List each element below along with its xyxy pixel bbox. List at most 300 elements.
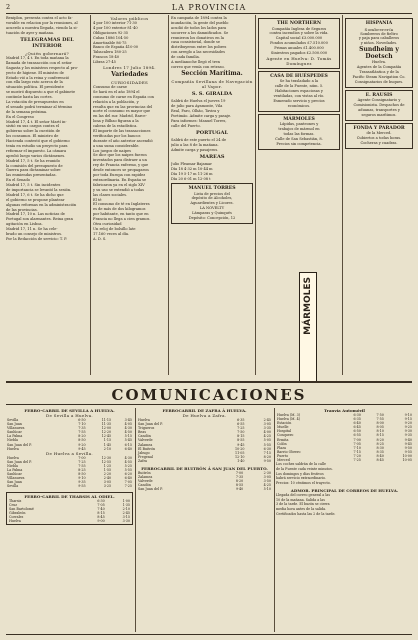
- ad-subtitle: Sombrerería: [364, 26, 394, 32]
- section-subheading: ¿Quién gobernará?: [25, 50, 69, 56]
- ad-body: [348, 32, 410, 46]
- time-cell: 11·15: [101, 418, 112, 422]
- column-2: [93, 16, 166, 378]
- text-line: se mostró dispuesto a que el gabinete: [6, 90, 76, 95]
- text-line: es de más de dos kilogramos: [93, 207, 146, 212]
- text-line: 3 de la tarde. El buzón se cierra: [276, 502, 330, 507]
- station-cell: San Juan: [7, 422, 22, 427]
- text-line: situación política. El presidente: [6, 85, 64, 90]
- station-cell: Huelva: [9, 518, 21, 523]
- column-divider: [90, 15, 91, 375]
- column-4: [258, 16, 340, 271]
- timetable-subtitle: De Sevilla a Huelva.: [46, 413, 93, 418]
- station-cell: Niebla: [7, 438, 19, 443]
- text-line: Sombreros de fieltro: [360, 31, 398, 36]
- time-cell: 2·20: [103, 472, 112, 477]
- text-line: de la Merced.: [366, 131, 392, 136]
- text-line: Real, Faro, Olhão, Tavira y: [171, 108, 220, 113]
- time-cell: 8·15: [376, 433, 384, 438]
- time-cell: 7·50: [376, 413, 384, 417]
- text-line: Lista de precios del: [194, 191, 230, 196]
- time-cell: 4·05: [124, 422, 132, 427]
- tram-notes: [276, 462, 413, 485]
- text-line: Los domingos y días festivos: [276, 471, 324, 476]
- time-cell: 7·25: [124, 484, 132, 489]
- ad-title: HISPANIA: [365, 21, 393, 26]
- advertisement-hispania: [345, 18, 413, 88]
- time-cell: 7·40: [97, 506, 105, 511]
- text-line: extraordinaria. En España se: [93, 177, 147, 182]
- time-cell: 7·55: [78, 463, 86, 468]
- time-cell: 1·25: [103, 463, 112, 468]
- ad-title: E. RAUSIS: [365, 92, 393, 98]
- time-cell: 11·05: [235, 450, 245, 455]
- text-line: Primas anuales £1.400.000: [274, 46, 324, 51]
- ad-body: [261, 79, 337, 108]
- text-line: Portimão. Admite carga y pasaje.: [171, 113, 232, 118]
- station-cell: San Juan del P.: [138, 487, 163, 492]
- text-line: lona y Bilbao figuran a la: [93, 119, 139, 124]
- timetable-subtitle: De Huelva a Zafra.: [182, 413, 227, 418]
- station-cell: Valverde: [138, 438, 153, 443]
- footer-rule: [6, 634, 412, 635]
- time-cell: 8·25: [376, 441, 384, 446]
- text-line: y su uso se extendió a todas: [93, 187, 145, 192]
- text-line: Comisionista. Despachos de: [353, 103, 405, 108]
- time-cell: 1·40: [237, 458, 245, 463]
- station-cell: Zafra: [138, 458, 148, 463]
- time-cell: 12·10: [235, 454, 245, 459]
- station-cell: Zalamea: [138, 475, 153, 480]
- ship-notice: [171, 138, 253, 152]
- time-cell: 8·45: [376, 458, 384, 463]
- timetable-tharsis: [8, 499, 131, 524]
- time-cell: 7·00: [78, 455, 86, 460]
- station-cell: Ermita: [277, 437, 289, 442]
- section-heading-varieties: Variedades: [111, 71, 148, 79]
- time-cell: 6·55: [237, 422, 245, 427]
- time-cell: 6·30: [353, 413, 361, 417]
- text-line: El importe de las transacciones: [93, 129, 151, 134]
- advertisement-fonda: [345, 123, 413, 149]
- time-cell: 8·30: [376, 445, 384, 450]
- text-line: Saldrá de este puerto el 24 de: [171, 137, 227, 142]
- time-cell: 7·35: [78, 426, 86, 431]
- timetable-column-3: [276, 408, 413, 632]
- section-rule: [6, 404, 412, 405]
- time-cell: 9·10: [78, 476, 86, 481]
- text-line: habrá servicio extraordinario.: [276, 476, 326, 481]
- advertisement-guesthouse: [258, 71, 340, 112]
- text-line: de importancia se levantó la sesión.: [6, 188, 72, 193]
- text-line: rey de Francia enfermo, y que: [93, 163, 149, 168]
- timetable-huelva-sevilla: [6, 456, 133, 489]
- tides-title: MAREAS: [199, 154, 225, 161]
- text-line: norte el consumo es mayor que: [93, 109, 151, 114]
- text-line: 17.160 veces al día.: [93, 231, 130, 236]
- time-cell: 1·35: [122, 502, 130, 507]
- advertisement-marbles: [258, 114, 340, 150]
- timetable-column-2: [137, 408, 272, 632]
- station-cell: Villanueva: [7, 426, 25, 431]
- time-cell: 9·45: [78, 446, 86, 451]
- text-line: por habitante, en tanto que en: [93, 212, 149, 217]
- marble-sign-text: MÁRMOLES: [303, 277, 313, 335]
- ad-brand: Sundheim y Doetsch: [359, 46, 399, 61]
- time-cell: 9·30: [404, 429, 412, 434]
- time-cell: 4·30: [124, 455, 132, 460]
- text-line: gobierno sobre la cuestión de: [6, 129, 61, 134]
- time-cell: 3·05: [263, 422, 271, 427]
- station-cell: Estación: [277, 421, 292, 426]
- text-line: Los juegos de naipes: [93, 148, 131, 153]
- time-cell: 10·05: [402, 458, 412, 463]
- text-line: casa consistorial, donde se: [171, 40, 220, 45]
- station-cell: Tharsis: [9, 498, 22, 503]
- text-line: yecto de higiene. El ministro de: [6, 70, 64, 75]
- time-cell: 5·55: [263, 442, 271, 447]
- text-line: Compañía Inglesa de Seguros: [271, 26, 327, 31]
- table-row: [137, 459, 272, 463]
- timetable-title: FERRO-CARRIL DE THARSIS AL ODIEL.: [24, 493, 115, 499]
- timetable-subtitle: De Huelva a Sevilla.: [46, 450, 93, 456]
- text-line: Amortizable 86·75: [93, 40, 127, 45]
- text-line: aduanas, transportes y: [358, 107, 400, 112]
- time-cell: 9·45: [237, 442, 245, 447]
- time-cell: 1·15: [103, 438, 112, 443]
- text-line: Lápidas, panteones y: [279, 122, 319, 127]
- text-line: correo que venía con retraso.: [171, 64, 225, 69]
- station-cell: Merced: [277, 458, 290, 463]
- text-line: depósito de Alcoholes,: [191, 196, 233, 201]
- time-cell: 3·30: [122, 518, 130, 523]
- text-line: Por la Redacción de servicio: T. P.: [6, 236, 67, 241]
- station-cell: La Palma: [7, 434, 23, 439]
- time-cell: 6·35: [237, 418, 245, 422]
- station-cell: Gibraleón: [9, 510, 26, 515]
- text-line: Admite carga y pasajeros.: [171, 147, 219, 152]
- text-line: brado un consejo de ministros.: [6, 232, 63, 237]
- time-cell: 7·00: [353, 437, 361, 442]
- ad-agent: Agente en Huelva: D. Tomás Domínguez: [266, 55, 332, 66]
- time-cell: 5·10: [263, 487, 271, 492]
- table-row: [6, 484, 133, 488]
- text-line: vorable en relacion por la reuniones, al: [6, 20, 78, 25]
- time-cell: 3·50: [263, 479, 271, 484]
- text-line: Para informes: Manuel Torres,: [171, 118, 227, 123]
- text-line: Agente Consignatario y: [357, 98, 401, 103]
- text-line: Libras 27·45: [93, 60, 116, 65]
- text-line: llamada de transacción con el señor: [6, 60, 72, 65]
- time-cell: 3·25: [103, 484, 112, 489]
- text-line: 10 de la mañana. Salida a las: [276, 497, 325, 502]
- text-line: agitación en Lisboa.: [6, 222, 43, 227]
- text-line: Se ha trasladado a la: [279, 79, 319, 84]
- time-cell: 6·50: [78, 418, 86, 422]
- time-cell: 8·15: [237, 434, 245, 439]
- stock-table: [93, 21, 166, 64]
- text-line: A medianoche llegó el tren: [171, 60, 220, 65]
- time-cell: 4·25: [263, 434, 271, 439]
- text-line: acuerdo a nuestra llegada, viendo la si-: [6, 25, 78, 30]
- time-cell: 6·20: [124, 472, 132, 477]
- time-cell: 7·20: [353, 453, 361, 458]
- header-rule: [6, 13, 412, 14]
- text-line: calle del Puerto.: [171, 123, 201, 128]
- intro-paragraph: [6, 16, 88, 35]
- time-cell: 8·10: [376, 429, 384, 434]
- text-line: Pacific Steam Navigation Co.: [352, 74, 406, 79]
- time-cell: 1·00: [122, 498, 130, 503]
- station-cell: Plaza: [277, 445, 286, 450]
- time-cell: 2·10: [103, 446, 112, 451]
- time-cell: 6·30: [97, 498, 105, 503]
- time-cell: 7·50: [237, 430, 245, 435]
- text-line: Tabacalera 180·25: [93, 50, 127, 55]
- time-cell: 7·25: [353, 458, 361, 463]
- text-line: Madrid 17, 11 n. Se ha cele-: [6, 227, 58, 232]
- time-cell: 9·20: [78, 442, 86, 447]
- station-cell: Buitrón: [138, 471, 151, 476]
- text-line: relación a la población, y: [93, 99, 139, 104]
- station-cell: San Bartolomé: [9, 506, 34, 511]
- marble-shop-sign: [299, 272, 317, 382]
- time-cell: 7·05: [97, 502, 105, 507]
- time-cell: 8·50: [78, 438, 86, 443]
- text-line: Lámparas y Quinqués: [192, 211, 232, 216]
- station-cell: Zalamea: [138, 442, 153, 447]
- text-line: las enmiendas presentadas.: [6, 173, 57, 178]
- text-line: Día 18 4·32 m 10·44 m: [171, 166, 213, 171]
- text-line: reformar el impuesto. La cámara: [6, 148, 67, 153]
- text-line: resulta que en las provincias del: [93, 104, 153, 109]
- text-line: Certificados hasta las 2 de la tarde.: [276, 511, 336, 516]
- section-heading-telegrams: TELEGRAMAS DEL INTERIOR: [20, 36, 74, 49]
- text-line: la comisión del presupuesto de: [6, 163, 63, 168]
- time-cell: 7·10: [353, 445, 361, 450]
- masthead-title: LA PROVINCIA: [171, 3, 247, 12]
- time-cell: 5·45: [124, 438, 132, 443]
- station-cell: Hospital: [277, 429, 292, 434]
- ad-title: CASA DE HUÉSPEDES: [270, 73, 328, 79]
- text-line: Otra curiosidad: [93, 221, 122, 226]
- text-line: de la Fuente cada veinte minutos.: [276, 466, 333, 471]
- time-cell: 6·55: [353, 433, 361, 438]
- time-cell: 7·55: [376, 417, 384, 422]
- station-cell: Corrales: [9, 514, 24, 519]
- time-cell: 1·45: [103, 442, 112, 447]
- text-line: seguros marítimos.: [361, 112, 397, 117]
- text-line: Siniestros pagados £2.500.000: [270, 50, 328, 55]
- time-cell: 9·20: [404, 421, 412, 426]
- time-cell: 6·45: [353, 425, 361, 430]
- timetable-title: Tranvía Automóvil: [324, 408, 365, 413]
- time-cell: 5·55: [124, 468, 132, 473]
- station-cell: Huelva: [7, 446, 19, 451]
- station-cell: San Juan del P.: [7, 459, 32, 464]
- text-line: Esmerado servicio y precios: [273, 98, 325, 103]
- article-body: [171, 16, 253, 69]
- time-cell: 12·30: [101, 455, 112, 460]
- text-line: El consumo de té en Inglaterra: [93, 202, 150, 207]
- ad-body: [348, 131, 410, 145]
- time-cell: 12·00: [101, 426, 112, 431]
- timetable-title: FERROCARRIL DE ZAFRA Á HUELVA.: [162, 408, 247, 413]
- time-cell: 7·00: [235, 471, 244, 476]
- column-1: [6, 16, 88, 378]
- time-cell: 3·35: [263, 426, 271, 431]
- table-row: [8, 519, 131, 523]
- stock-table-title: Valores públicos: [110, 16, 149, 21]
- time-cell: 2·45: [263, 418, 271, 422]
- time-cell: 8·20: [376, 437, 384, 442]
- text-line: Transatlántica y de la: [359, 69, 399, 74]
- time-cell: 4·30: [124, 426, 132, 431]
- time-cell: 7·35: [235, 475, 244, 480]
- text-line: Cubiertos a todas horas.: [356, 136, 402, 141]
- time-cell: 7·05: [353, 441, 361, 446]
- timetable-title: ADMOR. PRINCIPAL DE CORREOS DE HUELVA.: [290, 487, 399, 493]
- text-line: Portugal son alarmantes. Reina gran: [6, 217, 73, 222]
- time-cell: 9·50: [263, 458, 271, 463]
- text-line: y niños. Novedades.: [360, 41, 398, 46]
- text-line: Francia no llega a cien gramos.: [93, 217, 151, 222]
- timetable-column-1: [6, 408, 133, 632]
- ad-title: MÁRMOLES: [283, 116, 315, 122]
- text-line: A. D. S.: [93, 236, 107, 241]
- time-cell: 8·45: [97, 514, 105, 519]
- time-cell: 6·40: [353, 421, 361, 426]
- text-line: Habitaciones espaciosas y: [275, 89, 323, 94]
- ad-body: [174, 192, 250, 221]
- text-line: Banco de España 410·00: [93, 45, 139, 50]
- column-divider: [342, 15, 343, 375]
- time-cell: 9·55: [78, 484, 86, 489]
- column-5: [345, 16, 413, 378]
- time-cell: 8·00: [376, 421, 384, 426]
- ad-body: [261, 122, 337, 146]
- telegrams-body: [6, 56, 88, 241]
- text-line: 4 por 100 exterior 81·40: [93, 25, 138, 30]
- column-divider: [274, 408, 275, 632]
- text-line: aprobó luego varios dictámenes.: [6, 153, 66, 158]
- time-cell: 4·55: [124, 459, 132, 464]
- time-cell: 7·25: [237, 426, 245, 431]
- time-cell: 6·40: [124, 476, 132, 481]
- text-line: Precios sin competencia.: [276, 141, 322, 146]
- station-cell: Niebla: [7, 463, 19, 468]
- station-cell: Beas: [138, 430, 147, 435]
- text-line: Madrid 17, 4 t. En toda mañana la: [6, 55, 69, 60]
- column-divider: [168, 15, 169, 375]
- text-line: todas las formas.: [283, 131, 315, 136]
- station-cell: Valverde: [138, 479, 153, 484]
- time-cell: 8·20: [263, 454, 271, 459]
- column-divider: [135, 408, 136, 632]
- time-cell: 5·25: [124, 463, 132, 468]
- station-cell: Colón: [277, 441, 287, 446]
- time-cell: 8·15: [97, 510, 105, 515]
- time-cell: 8·55: [235, 483, 244, 488]
- text-line: inventados para distraer a un: [93, 158, 147, 163]
- text-line: LA NOVELTY: [199, 206, 225, 211]
- station-cell: Conquero: [277, 433, 294, 438]
- text-line: calle de la Fuente, núm. 5.: [274, 84, 324, 89]
- text-line: La votación de presupuestos en: [6, 99, 64, 104]
- station-cell: Villanueva: [7, 476, 25, 481]
- time-cell: 1·55: [103, 468, 112, 473]
- text-line: socorrer a los damnificados. Se: [171, 30, 229, 35]
- text-line: las clases sociales.: [93, 192, 128, 197]
- station-cell: Huelva: [7, 455, 19, 460]
- text-line: Estado vió a la reina y conferenció: [6, 75, 70, 80]
- stock-table-note: Londres 17 Julio 1894.: [103, 65, 156, 71]
- text-line: 4 por 100 interior 71·30: [93, 21, 137, 25]
- station-cell: La Palma: [7, 468, 23, 473]
- text-line: a una suma considerable.: [93, 143, 140, 148]
- time-cell: 9·35: [404, 433, 412, 438]
- text-line: tenía en estudio un proyecto para: [6, 144, 68, 148]
- timetable-sevilla-huelva: [6, 418, 133, 451]
- time-cell: 9·40: [235, 487, 244, 492]
- station-cell: San Juan: [7, 480, 22, 485]
- ad-title: FONDA Y PARADOR: [353, 125, 405, 131]
- station-cell: Candón: [138, 483, 151, 488]
- time-cell: 4·25: [263, 483, 271, 488]
- station-cell: Barrio Obrero: [277, 449, 301, 454]
- text-line: Llegada del correo general a las: [276, 492, 331, 497]
- text-line: algunas reformas en la administración: [6, 202, 77, 207]
- text-line: Cocheras y cuadras.: [360, 140, 398, 145]
- time-cell: 9·45: [404, 441, 412, 446]
- timetable-title: FERRO-CARRIL DE SEVILLA A HUELVA.: [24, 408, 115, 413]
- station-cell: Trigueros: [138, 426, 155, 431]
- text-line: Madrid 17, 10 n. Las noticias de: [6, 212, 65, 217]
- text-line: Un reloj de bolsillo late: [93, 226, 136, 231]
- ad-body: [261, 27, 337, 56]
- time-cell: 8·05: [376, 425, 384, 430]
- time-cell: 3·05: [263, 475, 271, 480]
- ad-body: [348, 60, 410, 84]
- ship-name: S. S. GIRALDA: [191, 91, 233, 98]
- time-cell: 10·00: [402, 453, 412, 458]
- text-line: inundación, la gente del pueblo: [171, 20, 229, 25]
- station-cell: El Buitrón: [138, 446, 156, 451]
- time-cell: 9·10: [404, 413, 412, 417]
- station-cell: Fregenal: [138, 454, 154, 459]
- advertisement-northern: [258, 18, 340, 69]
- station-cell: Cruz: [9, 502, 17, 507]
- text-line: Consumo de carne: [93, 85, 127, 90]
- ad-title: THE NORTHERN: [276, 21, 322, 26]
- text-line: Madrid 17, 5 t. Se ha reunido: [6, 158, 60, 163]
- time-cell: 3·45: [124, 418, 132, 422]
- time-cell: 5·15: [124, 434, 132, 439]
- text-line: Beniplon, presenta contra el acto fa-: [6, 16, 73, 20]
- text-line: el senado podrá terminar al término: [6, 104, 73, 109]
- text-line: Capital social £3.000.000: [275, 36, 323, 41]
- station-cell: Candón: [138, 434, 151, 439]
- text-line: julio a las 8 de la mañana.: [171, 142, 219, 147]
- time-cell: 12·20: [101, 430, 112, 435]
- station-cell: Huelva: [138, 418, 150, 422]
- text-line: el gobierno se propone plantear: [6, 197, 65, 202]
- time-cell: 9·50: [404, 445, 412, 450]
- text-line: Huelva.: [371, 60, 387, 65]
- text-line: Se dice que los naipes fueron: [93, 153, 147, 158]
- time-cell: 8·40: [376, 453, 384, 458]
- time-cell: 6·15: [124, 442, 132, 447]
